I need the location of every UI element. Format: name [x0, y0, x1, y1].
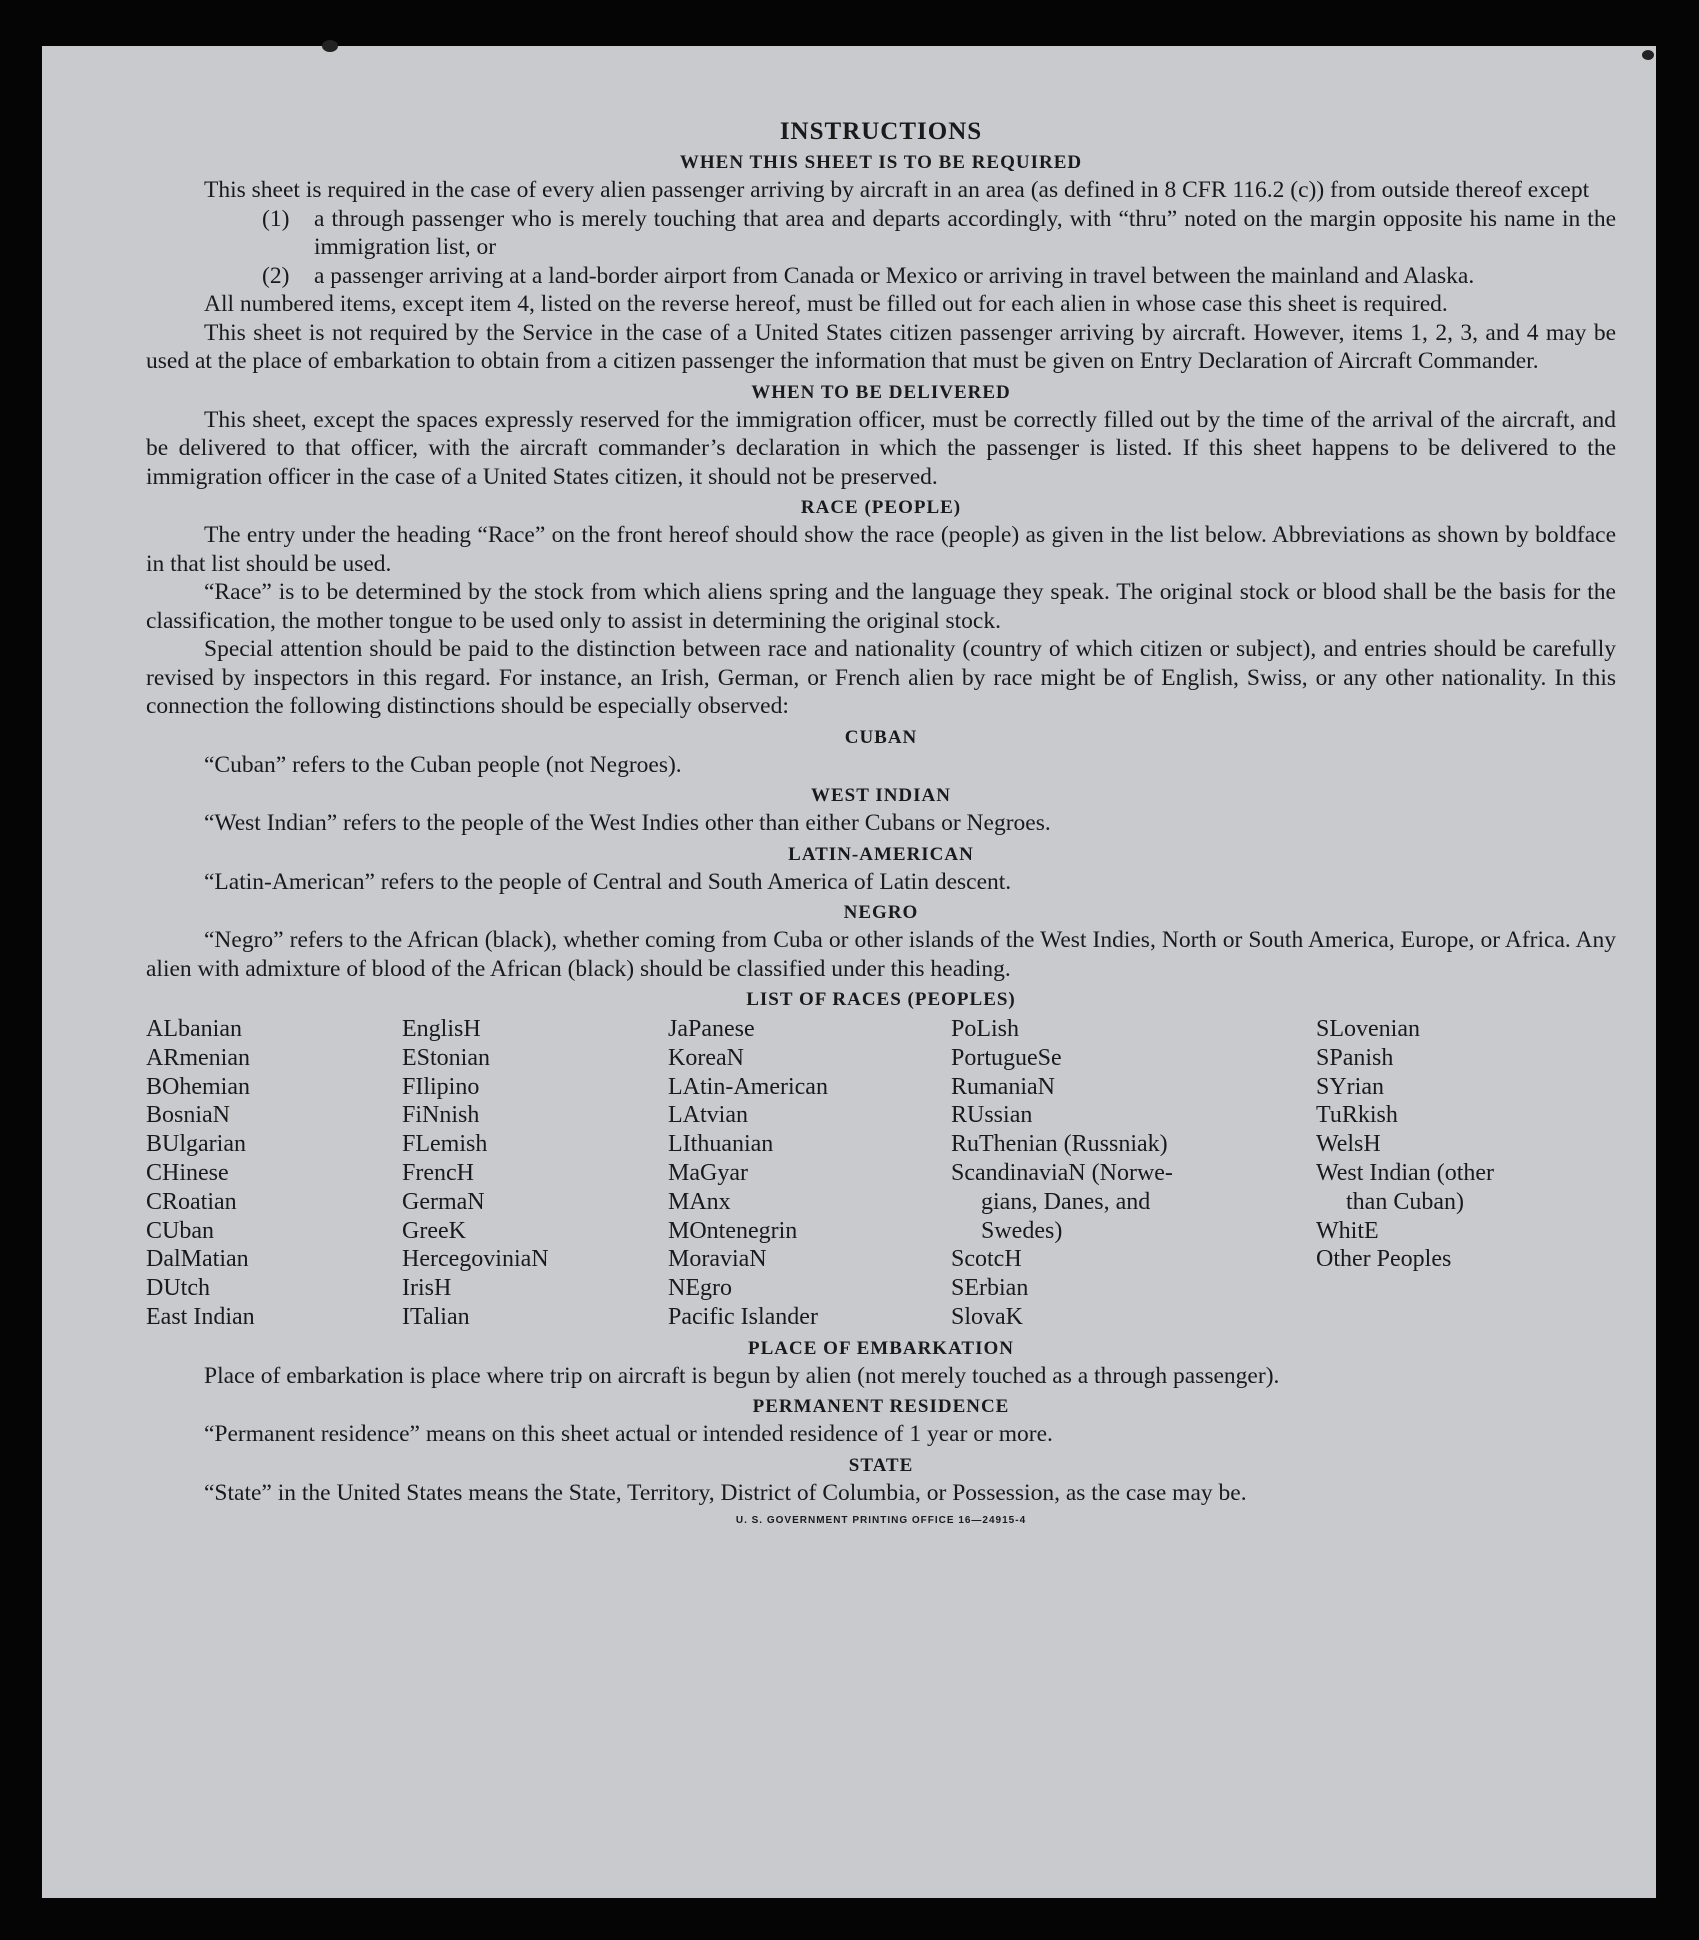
races-column	[146, 1015, 402, 1332]
race-entry: GreeK	[402, 1217, 466, 1244]
race-entry: SYrian	[1316, 1073, 1384, 1100]
race-entry: TuRkish	[1316, 1102, 1398, 1129]
list-item	[146, 205, 1616, 262]
race-entry: DUtch	[146, 1275, 210, 1302]
paragraph: “Cuban” refers to the Cuban people (not Negroes).	[204, 751, 682, 778]
race-entry: RUssian	[951, 1102, 1033, 1129]
paragraph: This sheet, except the spaces expressly reserved for the immigration officer, must be correctly filled out by the time of the arrival of the aircraft, and be delivered to that officer, with the aircraft commander’s declaration in which the passenger is listed. If this sheet happens to be delivered to the immigration officer in the case of a United States citizen, it should not be preserved.	[146, 406, 1616, 490]
paragraph: “Latin-American” refers to the people of Central and South America of Latin descent.	[204, 868, 1012, 895]
race-entry: HercegoviniaN	[402, 1246, 549, 1273]
races-column	[1316, 1015, 1576, 1332]
race-entry: BosniaN	[146, 1102, 230, 1129]
ink-speck	[322, 40, 338, 52]
race-entry: SPanish	[1316, 1044, 1394, 1071]
race-entry: EStonian	[402, 1044, 490, 1071]
race-entry-continued: Swedes)	[981, 1217, 1063, 1244]
race-entry: GermaN	[402, 1188, 485, 1215]
race-entry: ARmenian	[146, 1044, 250, 1071]
heading-race: RACE (PEOPLE)	[800, 497, 962, 518]
race-entry: SlovaK	[951, 1303, 1023, 1330]
race-entry: LAtvian	[668, 1102, 748, 1129]
item-number: (1)	[262, 205, 290, 232]
heading-when-required: WHEN THIS SHEET IS TO BE REQUIRED	[679, 152, 1083, 173]
race-entry: SErbian	[951, 1275, 1029, 1302]
race-entry: EnglisH	[402, 1016, 481, 1042]
race-entry: JaPanese	[668, 1016, 755, 1042]
race-entry: ALbanian	[146, 1016, 242, 1042]
item-text: a through passenger who is merely touching that area and departs accordingly, with “thru” noted on the margin opposite his name in the immigration list, or	[314, 205, 1616, 260]
list-item	[146, 262, 1616, 291]
race-entry: SLovenian	[1316, 1016, 1420, 1042]
heading-latin-american: LATIN-AMERICAN	[788, 843, 974, 865]
heading-west-indian: WEST INDIAN	[811, 785, 951, 806]
race-entry: NEgro	[668, 1275, 732, 1302]
paragraph: Special attention should be paid to the distinction between race and nationality (country of which citizen or subject), and entries should be carefully revised by inspectors in this regard. For instance, an Irish, German, or French alien by race might be of English, Swiss, or any other nationality. In this connection the following distinctions should be especially observed:	[146, 636, 1616, 719]
races-column	[668, 1015, 951, 1332]
race-entry: MOntenegrin	[668, 1217, 798, 1244]
races-column	[402, 1015, 668, 1332]
race-entry: MoraviaN	[668, 1246, 767, 1273]
page-title: INSTRUCTIONS	[779, 118, 983, 145]
item-number: (2)	[262, 262, 290, 289]
race-entry: WhitE	[1316, 1217, 1379, 1244]
heading-place-of-embarkation: PLACE OF EMBARKATION	[748, 1337, 1014, 1359]
race-entry: CUban	[146, 1217, 214, 1244]
race-entry: RumaniaN	[951, 1073, 1055, 1100]
race-entry: West Indian (other	[1316, 1159, 1495, 1186]
race-entry: BUlgarian	[146, 1131, 246, 1158]
race-entry: CHinese	[146, 1159, 229, 1186]
race-entry: East Indian	[146, 1303, 255, 1330]
item-text: a passenger arriving at a land-border airport from Canada or Mexico or arriving in travel between the mainland and Alaska.	[314, 262, 1475, 289]
ink-speck	[1642, 50, 1654, 60]
race-entry-continued: than Cuban)	[1346, 1188, 1464, 1215]
race-entry: MAnx	[668, 1188, 731, 1215]
paragraph: This sheet is required in the case of every alien passenger arriving by aircraft in an area (as defined in 8 CFR 116.2 (c)) from outside thereof except	[204, 177, 1590, 203]
paragraph: “Permanent residence” means on this sheet actual or intended residence of 1 year or more.	[204, 1421, 1053, 1448]
races-column	[951, 1015, 1316, 1332]
race-entry: PoLish	[951, 1016, 1020, 1042]
race-entry: LIthuanian	[668, 1131, 774, 1158]
race-entry: WelsH	[1316, 1131, 1381, 1158]
race-entry: FLemish	[402, 1131, 488, 1158]
heading-permanent-residence: PERMANENT RESIDENCE	[752, 1396, 1010, 1418]
race-entry: CRoatian	[146, 1188, 237, 1215]
race-entry: FrencH	[402, 1159, 474, 1186]
heading-state: STATE	[848, 1454, 914, 1476]
heading-negro: NEGRO	[843, 902, 919, 923]
races-list	[146, 1015, 1616, 1332]
heading-list-of-races: LIST OF RACES (PEOPLES)	[746, 989, 1016, 1010]
paragraph: “Race” is to be determined by the stock from which aliens spring and the language they speak. The original stock or blood shall be the basis for the classification, the mother tongue to be used only to assist in determining the original stock.	[146, 579, 1616, 634]
paragraph: “State” in the United States means the State, Territory, District of Columbia, or Possession, as the case may be.	[204, 1479, 1247, 1506]
race-entry: Pacific Islander	[668, 1303, 818, 1330]
race-entry: LAtin-American	[668, 1073, 828, 1100]
race-entry: DalMatian	[146, 1246, 249, 1273]
printing-office-footer: U. S. GOVERNMENT PRINTING OFFICE 16—24915-4	[735, 1515, 1027, 1527]
heading-when-delivered: WHEN TO BE DELIVERED	[751, 381, 1011, 403]
paragraph: “Negro” refers to the African (black), whether coming from Cuba or other islands of the West Indies, North or South America, Europe, or Africa. Any alien with admixture of blood of the African (black) should be classified under this heading.	[146, 927, 1616, 982]
race-entry: FiNnish	[402, 1102, 480, 1129]
race-entry: KoreaN	[668, 1044, 744, 1071]
race-entry: BOhemian	[146, 1073, 250, 1100]
race-entry-continued: gians, Danes, and	[981, 1188, 1151, 1215]
race-entry: Other Peoples	[1316, 1246, 1452, 1273]
race-entry: ScandinaviaN (Norwe-	[951, 1159, 1173, 1186]
paragraph: “West Indian” refers to the people of the West Indies other than either Cubans or Negroes.	[204, 810, 1051, 836]
race-entry: IrisH	[402, 1275, 452, 1302]
paragraph: All numbered items, except item 4, listed on the reverse hereof, must be filled out for each alien in whose case this sheet is required.	[204, 291, 1448, 317]
instructions-content	[146, 118, 1616, 1526]
paragraph: The entry under the heading “Race” on the front hereof should show the race (people) as given in the list below. Abbreviations as shown by boldface in that list should be used.	[146, 522, 1616, 577]
race-entry: RuThenian (Russniak)	[951, 1131, 1168, 1158]
race-entry: FIlipino	[402, 1073, 480, 1100]
race-entry: ITalian	[402, 1303, 470, 1330]
document-sheet	[42, 46, 1656, 1898]
paragraph: This sheet is not required by the Service in the case of a United States citizen passenger arriving by aircraft. However, items 1, 2, 3, and 4 may be used at the place of embarkation to obtain from a citizen passenger the information that must be given on Entry Declaration of Aircraft Commander.	[146, 319, 1616, 374]
paragraph: Place of embarkation is place where trip on aircraft is begun by alien (not merely touched as a through passenger).	[204, 1362, 1280, 1389]
race-entry: PortugueSe	[951, 1044, 1062, 1071]
race-entry: MaGyar	[668, 1159, 748, 1186]
heading-cuban: CUBAN	[844, 726, 918, 748]
race-entry: ScotcH	[951, 1246, 1022, 1273]
